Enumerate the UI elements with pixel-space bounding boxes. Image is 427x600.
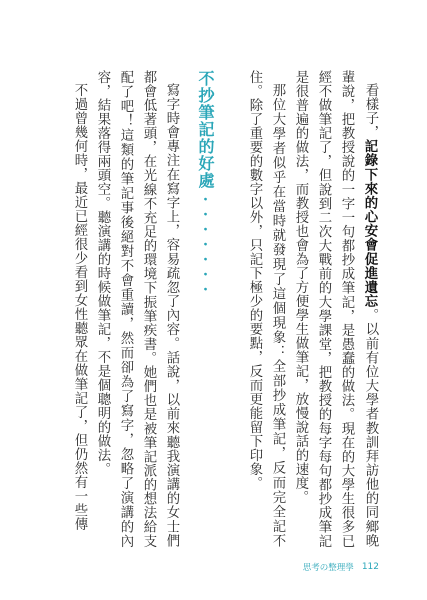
heading-dots-decoration: ・・・・・・・ (198, 193, 212, 298)
text-run: 那位大學者似乎在當時就發現了這個現象：全部抄成筆記，反而完全記不住。除了重要的數字以外，只記下極少的要點，反而更能留下印象。 (247, 70, 285, 548)
footer-book-title: 思考の整理學 (302, 563, 354, 573)
section-heading-text: 不抄筆記的好處 (196, 70, 215, 189)
section-heading (193, 70, 217, 548)
text-run: 寫字時會專注在寫字上，容易疏忽了內容。話說，以前來聽我演講的女士們都會低著頭，在光線不充足的環境下振筆疾書。她們也是被筆記派的想法給支配了吧！這類的筆記事後絕對不會重讀，然而卻為了寫字，忽略了演講的內容，結果落得兩頭空。聽演講的時候做筆記，不是個聰明的做法。 (95, 70, 179, 548)
bold-phrase: 記錄下來的心安會促進遺忘 (362, 139, 378, 309)
text-run: 不過曾幾何時，最近已經很少看到女性聽眾在做筆記了，但仍然有一些傳 (72, 83, 87, 532)
page-number: 112 (361, 562, 379, 572)
paragraph (91, 70, 183, 548)
paragraph (68, 70, 91, 548)
text-run: 看樣子， (363, 83, 378, 140)
page-footer (303, 560, 379, 574)
vertical-body-text (60, 70, 382, 548)
text-run: 。以前有位大學者教訓拜訪他的同鄉晚輩說，把教授說的一字一句都抄成筆記，是愚蠢的做法。現在的大學生很多已經不做筆記了，但說到二次大戰前的大學課堂，把教授的每字每句都抄成筆記是很普遍的做法，而教授也會為了方便學生做筆記，放慢說話的速度。 (293, 70, 378, 548)
paragraph (243, 70, 289, 548)
paragraph (289, 70, 382, 548)
